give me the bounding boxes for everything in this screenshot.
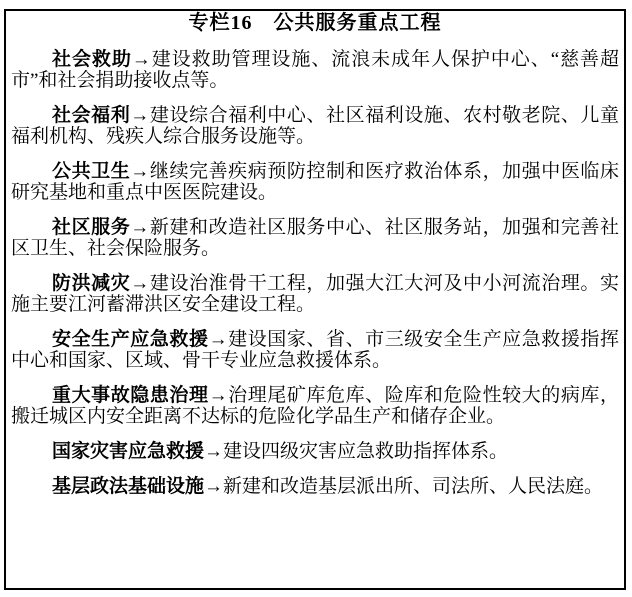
section-text: 治理尾矿库危库、险库和危险性较大的病库，搬迁城区内安全距离不达标的危险化学品生产和储存企业。 bbox=[11, 385, 619, 427]
section-paragraph bbox=[11, 161, 619, 203]
section-text: 建设国家、省、市三级安全生产应急救援指挥中心和国家、区域、骨干专业应急救援体系。 bbox=[11, 329, 619, 371]
section-paragraph bbox=[11, 329, 619, 371]
arrow-icon: → bbox=[204, 441, 224, 462]
arrow-icon: → bbox=[204, 476, 224, 497]
section-label: 防洪减灾 bbox=[52, 273, 131, 294]
section-text: 建设救助管理设施、流浪未成年人保护中心、“慈善超市”和社会捐助接收点等。 bbox=[11, 49, 619, 91]
section-label: 重大事故隐患治理 bbox=[52, 385, 209, 406]
section-label: 基层政法基础设施 bbox=[52, 476, 205, 497]
section-paragraph bbox=[11, 273, 619, 315]
section-label: 社区服务 bbox=[52, 217, 131, 238]
section-label: 国家灾害应急救援 bbox=[52, 441, 205, 462]
arrow-icon: → bbox=[130, 217, 150, 238]
section-paragraph bbox=[11, 49, 619, 91]
section-label: 社会救助 bbox=[52, 49, 132, 70]
section-paragraph bbox=[11, 105, 619, 147]
section-label: 社会福利 bbox=[52, 105, 131, 126]
section-text: 继续完善疾病预防控制和医疗救治体系，加强中医临床研究基地和重点中医医院建设。 bbox=[11, 161, 619, 203]
page-title: 专栏16 公共服务重点工程 bbox=[188, 12, 442, 34]
section-label: 安全生产应急救援 bbox=[52, 329, 209, 350]
arrow-icon: → bbox=[130, 105, 150, 126]
sections-container bbox=[11, 49, 619, 497]
arrow-icon: → bbox=[130, 273, 150, 294]
section-text: 建设四级灾害应急救助指挥体系。 bbox=[223, 441, 509, 462]
arrow-icon: → bbox=[130, 161, 150, 182]
section-text: 新建和改造基层派出所、司法所、人民法庭。 bbox=[223, 476, 604, 497]
arrow-icon: → bbox=[131, 49, 151, 70]
section-paragraph bbox=[11, 441, 619, 462]
section-text: 新建和改造社区服务中心、社区服务站，加强和完善社区卫生、社会保险服务。 bbox=[11, 217, 619, 259]
section-text: 建设治淮骨干工程，加强大江大河及中小河流治理。实施主要江河蓄滞洪区安全建设工程。 bbox=[11, 273, 619, 315]
section-paragraph bbox=[11, 476, 619, 497]
column16-panel bbox=[4, 9, 626, 590]
section-paragraph bbox=[11, 385, 619, 427]
section-label: 公共卫生 bbox=[52, 161, 131, 182]
section-text: 建设综合福利中心、社区福利设施、农村敬老院、儿童福利机构、残疾人综合服务设施等。 bbox=[11, 105, 619, 147]
section-paragraph bbox=[11, 217, 619, 259]
arrow-icon: → bbox=[208, 385, 228, 406]
arrow-icon: → bbox=[208, 329, 228, 350]
